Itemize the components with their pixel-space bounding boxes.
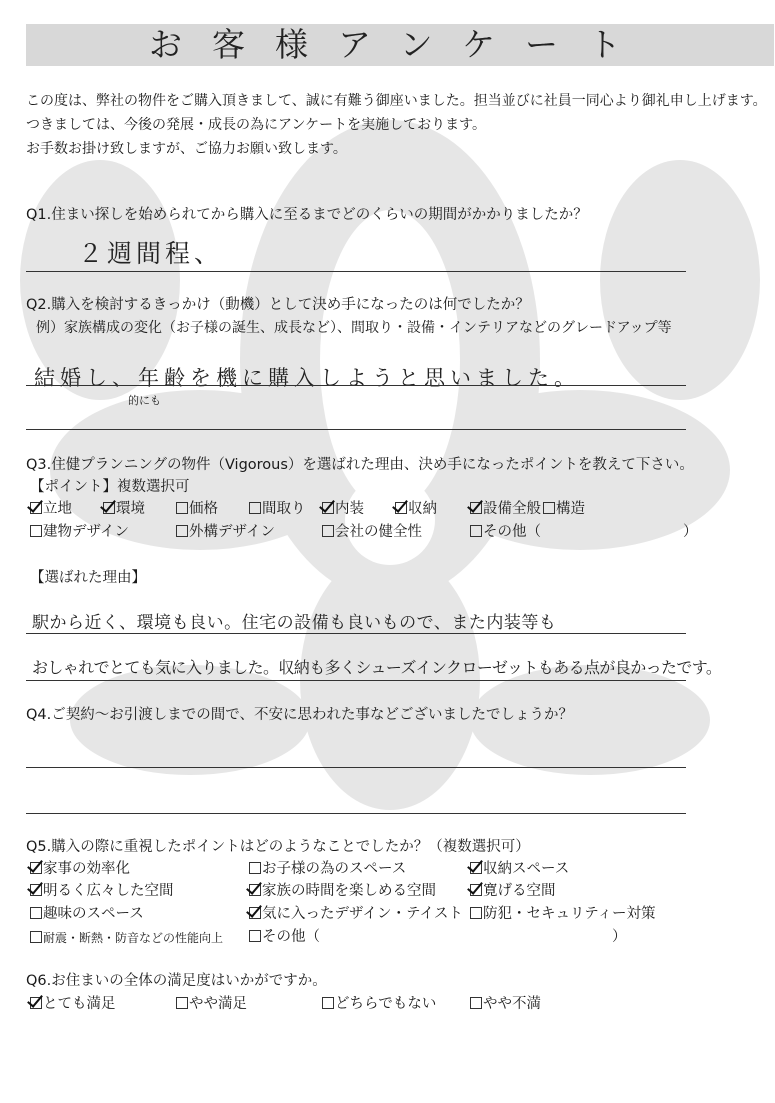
checkbox-icon — [322, 997, 334, 1009]
q3-option-storage[interactable]: 収納 — [395, 500, 437, 518]
q4-question: Q4.ご契約～お引渡しまでの間で、不安に思われた事などございましたでしょうか？ — [26, 707, 573, 723]
q1-answer[interactable]: ２週間程、 — [78, 239, 224, 268]
intro-line-1: この度は、弊社の物件をご購入頂きまして、誠に有難う御座いました。担当並びに社員一同心より御礼申し上げます。 — [26, 93, 767, 109]
q5-option-relax-space[interactable]: 寛げる空間 — [470, 882, 556, 900]
q5-option-family-time[interactable]: 家族の時間を楽しめる空間 — [249, 882, 436, 900]
checkbox-icon — [30, 525, 42, 537]
checkbox-icon — [470, 907, 482, 919]
q5-option-bright-space[interactable]: 明るく広々した空間 — [30, 882, 174, 900]
checkbox-icon — [176, 997, 188, 1009]
checkbox-icon — [543, 502, 555, 514]
checkbox-icon — [30, 862, 42, 874]
q3-other-close-paren: ） — [683, 524, 698, 540]
checkbox-icon — [176, 525, 188, 537]
q4-answer-line-1 — [26, 767, 686, 768]
checkbox-icon — [249, 862, 261, 874]
q3-option-other[interactable]: その他（ — [470, 523, 541, 541]
page-title: お客様アンケート — [148, 25, 652, 64]
q5-option-other[interactable]: その他（ — [249, 928, 320, 946]
q4-answer-line-2 — [26, 813, 686, 814]
q6-option-neutral[interactable]: どちらでもない — [322, 995, 436, 1013]
checkbox-icon — [249, 930, 261, 942]
q6-option-somewhat-satisfied[interactable]: やや満足 — [176, 995, 247, 1013]
checkbox-icon — [103, 502, 115, 514]
intro-line-3: お手数お掛け致しますが、ご協力お願い致します。 — [26, 141, 347, 157]
q3-reason-line-1[interactable]: 駅から近く、環境も良い。住宅の設備も良いもので、また内装等も — [32, 613, 557, 633]
checkbox-icon — [322, 525, 334, 537]
checkbox-icon — [30, 931, 42, 943]
q2-answer-line-1 — [26, 385, 686, 386]
q3-option-price[interactable]: 価格 — [176, 500, 218, 518]
intro-line-2: つきましては、今後の発展・成長の為にアンケートを実施しております。 — [26, 117, 487, 133]
q3-option-floorplan[interactable]: 間取り — [249, 500, 306, 518]
q1-answer-line — [26, 271, 686, 272]
checkbox-icon — [395, 502, 407, 514]
title-bar — [26, 24, 774, 66]
q3-option-location[interactable]: 立地 — [30, 500, 72, 518]
checkbox-icon — [322, 502, 334, 514]
q2-answer[interactable]: 結婚し、年齢を機に購入しようと思いました。 — [34, 366, 580, 390]
q3-reason-underline-2 — [26, 680, 686, 681]
checkbox-icon — [30, 884, 42, 896]
checkbox-icon — [470, 862, 482, 874]
checkbox-icon — [30, 997, 42, 1009]
checkbox-icon — [470, 525, 482, 537]
checkbox-icon — [176, 502, 188, 514]
checkbox-icon — [470, 502, 482, 514]
q6-option-very-satisfied[interactable]: とても満足 — [30, 995, 116, 1013]
q5-option-performance[interactable]: 耐震・断熱・防音などの性能向上 — [30, 929, 223, 947]
checkbox-icon — [249, 884, 261, 896]
q3-reason-label: 【選ばれた理由】 — [30, 570, 146, 586]
q3-option-exterior-design[interactable]: 外構デザイン — [176, 523, 275, 541]
q1-question: Q1.住まい探しを始められてから購入に至るまでどのくらいの期間がかかりましたか？ — [26, 207, 588, 223]
q6-question: Q6.お住まいの全体の満足度はいかがですか。 — [26, 973, 327, 989]
checkbox-icon — [470, 884, 482, 896]
checkbox-icon — [30, 502, 42, 514]
q5-option-housework[interactable]: 家事の効率化 — [30, 860, 130, 878]
checkbox-icon — [249, 502, 261, 514]
q5-option-security[interactable]: 防犯・セキュリティー対策 — [470, 905, 656, 923]
q3-option-environment[interactable]: 環境 — [103, 500, 145, 518]
q3-question: Q3.住健プランニングの物件（Vigorous）を選ばれた理由、決め手になったポイントを教えて下さい。 — [26, 457, 694, 473]
checkbox-icon — [249, 907, 261, 919]
q3-option-company-soundness[interactable]: 会社の健全性 — [322, 523, 422, 541]
q5-option-kids-space[interactable]: お子様の為のスペース — [249, 860, 406, 878]
q5-other-close-paren: ） — [612, 929, 627, 945]
q2-example: 例）家族構成の変化（お子様の誕生、成長など）、間取り・設備・インテリアなどのグレードアップ等 — [36, 320, 672, 336]
q3-reason-line-2[interactable]: おしゃれでとても気に入りました。収納も多くシューズインクローゼットもある点が良かったです。 — [32, 658, 722, 677]
q3-option-interior[interactable]: 内装 — [322, 500, 364, 518]
q5-option-storage-space[interactable]: 収納スペース — [470, 860, 569, 878]
q3-option-building-design[interactable]: 建物デザイン — [30, 523, 129, 541]
q3-reason-underline-1 — [26, 633, 686, 634]
q6-option-somewhat-dissatisfied[interactable]: やや不満 — [470, 995, 541, 1013]
q2-answer-line-2 — [26, 429, 686, 430]
q3-option-structure[interactable]: 構造 — [543, 500, 585, 518]
q2-answer-note: 的にも — [128, 394, 161, 407]
checkbox-icon — [470, 997, 482, 1009]
q5-option-design-taste[interactable]: 気に入ったデザイン・テイスト — [249, 905, 463, 923]
q3-points-label: 【ポイント】複数選択可 — [30, 479, 190, 495]
q5-option-hobby-space[interactable]: 趣味のスペース — [30, 905, 144, 923]
checkbox-icon — [30, 907, 42, 919]
q5-question: Q5.購入の際に重視したポイントはどのようなことでしたか？（複数選択可） — [26, 839, 530, 855]
q2-question: Q2.購入を検討するきっかけ（動機）として決め手になったのは何でしたか？ — [26, 297, 530, 313]
q3-option-equipment[interactable]: 設備全般 — [470, 500, 541, 518]
